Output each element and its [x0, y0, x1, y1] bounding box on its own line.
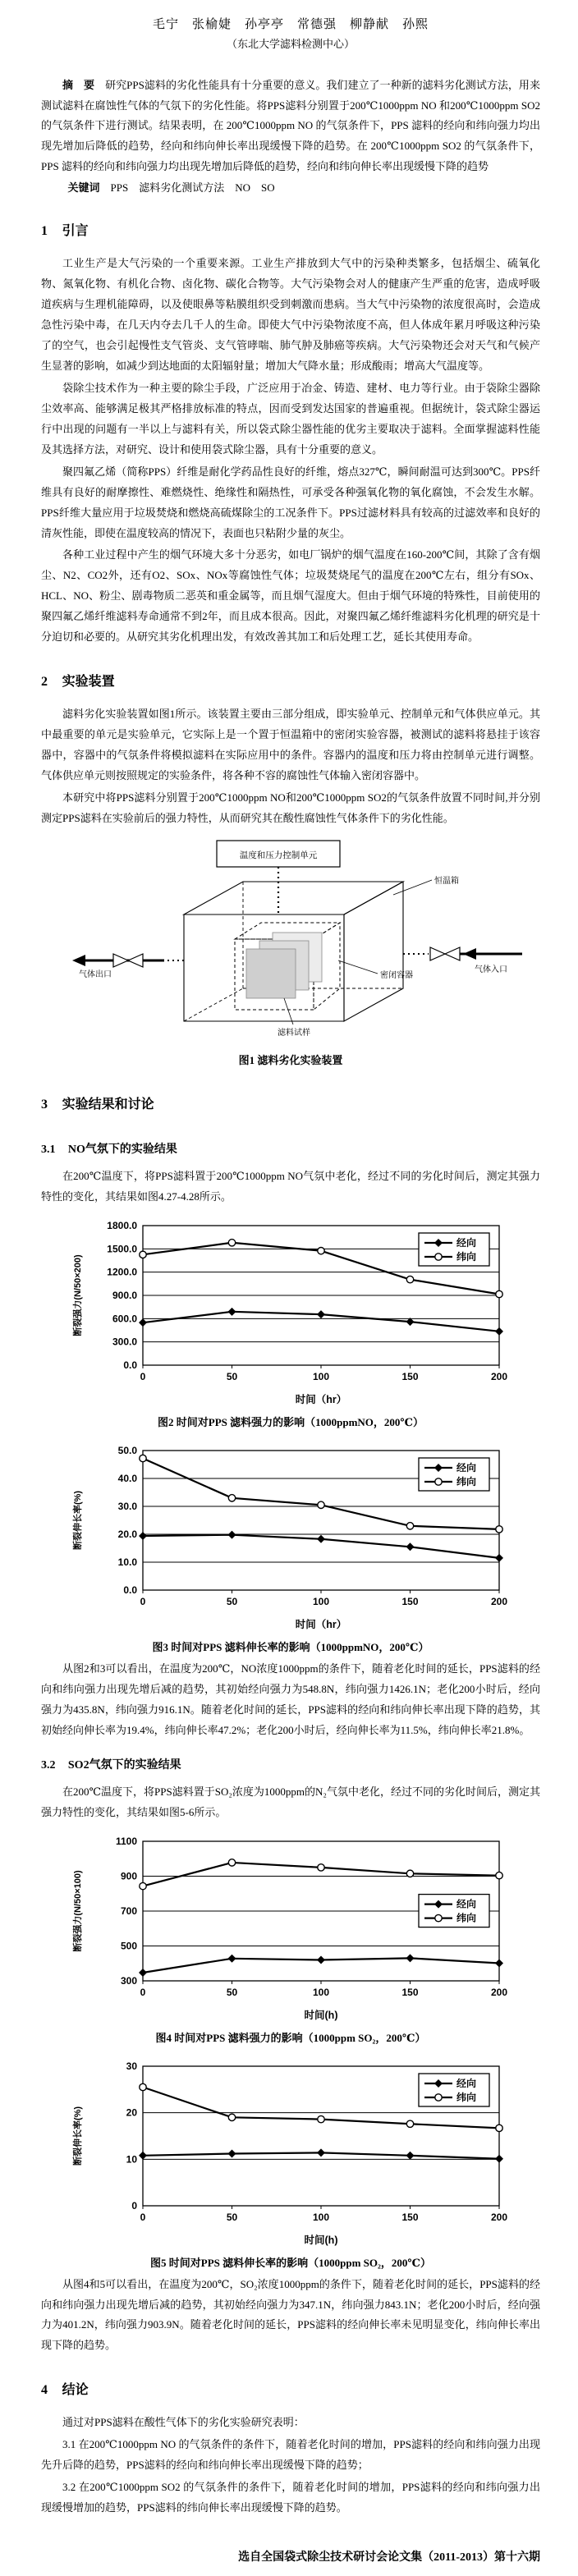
svg-text:纬向: 纬向	[456, 1250, 477, 1263]
control-unit-label: 温度和压力控制单元	[239, 850, 318, 860]
abstract-text: 研究PPS滤料的劣化性能具有十分重要的意义。我们建立了一种新的滤料劣化测试方法，用来测试滤料在腐蚀性气体的气氛下的劣化性能。将PPS滤料分别置于200℃1000ppm NO 和200℃1000ppm SO2 的气氛条件下进行测试。结果表明，在 200℃1000ppm NO 的气氛条件下，PPS 滤料的经向和纬向强力均出现先增加后降低的趋势，经向和纬向伸长率出现缓慢下降的趋势。在 200℃1000ppm SO2 的气氛条件下，PPS 滤料的经向和纬向强力均出现先增加后降低的趋势，经向和纬向伸长率出现缓慢下降的趋势	[41, 79, 540, 172]
authors-line: 毛宁 张榆婕 孙亭亭 常德强 柳静献 孙熙	[152, 18, 429, 31]
section-4-paragraph-1: 通过对PPS滤料在酸性气体下的劣化实验研究表明：	[62, 2416, 305, 2429]
svg-text:断裂强力(N/50×200): 断裂强力(N/50×200)	[73, 1254, 83, 1336]
inlet-arrowhead	[463, 948, 476, 960]
figure2	[41, 1217, 540, 1429]
svg-text:0.0: 0.0	[123, 1584, 137, 1596]
oven-hidden-edge-1	[184, 988, 243, 1021]
sample-pointer	[284, 998, 293, 1024]
section-31-heading	[41, 1140, 540, 1157]
svg-text:150: 150	[401, 1370, 419, 1382]
section-1-paragraph-2: 袋除尘技术作为一种主要的除尘手段，广泛应用于冶金、铸造、建材、电力等行业。由于袋除尘器除尘效率高、能够满足极其严格排放标准的特点，因而受到发达国家的普遍重视。但据统计，袋式除尘器运行中出现的问题有一半以上与滤料有关，所以袋式除尘器性能的优劣主要取决于滤料。全面掌握滤料性能及其选择方法，对研究、设计和使用袋式除尘器，具有十分重要的意义。	[41, 381, 540, 456]
vessel-label: 密闭容器	[380, 970, 413, 980]
svg-text:200: 200	[490, 1370, 508, 1382]
figure5	[41, 2058, 540, 2270]
section-31-title: NO气氛下的实验结果	[67, 1143, 177, 1156]
svg-text:700: 700	[120, 1904, 137, 1917]
svg-text:50: 50	[226, 2211, 238, 2223]
section-4-number: 4	[41, 2383, 48, 2398]
svg-text:10: 10	[126, 2152, 137, 2165]
section-3-heading	[41, 1093, 540, 1112]
svg-text:0: 0	[131, 2199, 137, 2212]
svg-text:150: 150	[401, 2211, 419, 2223]
svg-text:0: 0	[140, 1370, 146, 1382]
section-2-paragraph-2: 本研究中将PPS滤料分别置于200℃1000ppm NO和200℃1000ppm SO2的气氛条件放置不同时间,并分别测定PPS滤料在实验前后的强力特性，从而研究其在酸性腐蚀性气体条件下的劣化性能。	[41, 791, 540, 824]
svg-text:断裂伸长率(%): 断裂伸长率(%)	[73, 2106, 83, 2166]
svg-text:断裂强力(N/50×100): 断裂强力(N/50×100)	[73, 1869, 83, 1952]
oven-pointer	[393, 880, 432, 895]
svg-text:100: 100	[312, 2211, 330, 2223]
figure2-chart	[69, 1217, 512, 1408]
figure1	[41, 839, 540, 1067]
section-31-paragraph-2: 从图2和3可以看出，在温度为200℃，NO浓度1000ppm的条件下，随着老化时间的延长，PPS滤料的经向和纬向强力出现先增后减的趋势，其初始经向强力为548.8N，纬向强力1426.1N；老化200小时后，经向强力为435.8N，纬向强力916.1N。随着老化时间的延长，PPS滤料的经向和纬向伸长率出现下降的趋势，其初始经向伸长率为19.4%，纬向伸长率47.2%；老化200小时后，经向伸长率为11.5%，纬向伸长率21.8%。	[41, 1662, 540, 1736]
svg-text:时间(h): 时间(h)	[304, 2009, 338, 2021]
svg-text:200: 200	[490, 2211, 508, 2223]
svg-text:900: 900	[120, 1870, 137, 1882]
svg-text:900.0: 900.0	[112, 1289, 137, 1301]
section-32-heading	[41, 1756, 540, 1772]
keywords-line	[41, 178, 540, 199]
figure5-chart	[69, 2058, 512, 2248]
keywords-text: PPS 滤料劣化测试方法 NO SO	[110, 181, 275, 195]
svg-text:纬向: 纬向	[456, 1475, 477, 1487]
oven-top-face	[184, 882, 403, 914]
svg-text:时间(h): 时间(h)	[304, 2234, 338, 2246]
svg-text:100: 100	[312, 1986, 330, 1998]
section-4-paragraph-3: 3.2 在200℃1000ppm SO2 的气氛条件的条件下，随着老化时间的增加，PPS滤料的经向和纬向强力出现缓慢增加的趋势，PPS滤料的纬向伸长率出现缓慢下降的趋势。	[41, 2481, 540, 2514]
section-2-title: 实验装置	[62, 675, 115, 690]
section-1-paragraph-4: 各种工业过程中产生的烟气环境大多十分恶劣，如电厂锅炉的烟气温度在160-200℃间，其除了含有烟尘、N2、CO2外，还有O2、SOx、NOx等腐蚀性气体；垃圾焚烧尾气的温度在200℃左右，组分有SOx、HCL、NO、粉尘、剧毒物质二恶英和重金属等，而且烟气湿度大。但由于烟气环境的特殊性，目前使用的聚四氟乙烯纤维滤料寿命通常不到2年，而且成本很高。因此，对聚四氟乙烯纤维滤料劣化机理的研究是十分迫切和必要的。从研究其劣化机理出发，有效改善其加工和后处理工艺，延长其使用寿命。	[41, 548, 540, 644]
svg-text:断裂伸长率(%): 断裂伸长率(%)	[73, 1490, 83, 1550]
affiliation: （东北大学滤料检测中心）	[226, 38, 355, 50]
svg-text:经向: 经向	[456, 1236, 477, 1249]
section-3-title: 实验结果和讨论	[62, 1097, 154, 1112]
section-4-title: 结论	[62, 2383, 89, 2398]
svg-text:50: 50	[226, 1595, 238, 1607]
source-footer: 选自全国袋式除尘技术研讨会论文集（2011-2013）第十六期	[238, 2551, 540, 2565]
section-1-title: 引言	[62, 224, 89, 239]
svg-text:0.0: 0.0	[123, 1359, 137, 1371]
svg-text:1200.0: 1200.0	[107, 1266, 137, 1278]
inlet-label: 气体入口	[475, 965, 507, 974]
section-1-heading	[41, 220, 540, 239]
figure2-caption: 图2 时间对PPS 滤料强力的影响（1000ppmNO，200℃）	[158, 1415, 424, 1428]
svg-text:经向: 经向	[456, 2077, 477, 2089]
outlet-valve-icon	[113, 954, 143, 967]
abstract-label: 摘 要	[62, 79, 95, 91]
svg-text:20: 20	[126, 2106, 137, 2119]
svg-text:1100: 1100	[115, 1835, 137, 1847]
section-1-number: 1	[41, 224, 48, 239]
svg-text:100: 100	[312, 1595, 330, 1607]
section-32-title: SO2气氛下的实验结果	[67, 1758, 181, 1772]
figure5-caption: 图5 时间对PPS 滤料伸长率的影响（1000ppm SO₂，200℃）	[150, 2256, 431, 2269]
svg-text:纬向: 纬向	[456, 1912, 477, 1924]
svg-text:1500.0: 1500.0	[107, 1243, 137, 1255]
svg-text:500: 500	[120, 1940, 137, 1952]
figure4	[41, 1833, 540, 2045]
svg-text:20.0: 20.0	[117, 1528, 137, 1540]
figure4-caption: 图4 时间对PPS 滤料强力的影响（1000ppm SO₂，200℃）	[155, 2031, 426, 2044]
section-32-paragraph-2: 从图4和5可以看出，在温度为200℃，SO₂浓度1000ppm的条件下，随着老化时间的延长，PPS滤料的经向和纬向强力出现先增后减的趋势，其初始经向强力为347.1N，纬向强力843.1N；老化200小时后，经向强力为401.2N，纬向强力903.9N。随着老化时间的延长，PPS滤料的经向伸长率未见明显变化，纬向伸长率出现下降的趋势。	[41, 2277, 540, 2352]
svg-text:40.0: 40.0	[117, 1472, 137, 1484]
svg-text:0: 0	[140, 2211, 146, 2223]
figure3-chart	[69, 1442, 512, 1633]
inlet-valve-icon	[430, 947, 460, 960]
svg-text:150: 150	[401, 1986, 419, 1998]
svg-text:0: 0	[140, 1595, 146, 1607]
svg-text:150: 150	[401, 1595, 419, 1607]
section-4-heading	[41, 2379, 540, 2398]
oven-right-face	[344, 882, 403, 1021]
svg-text:50: 50	[226, 1986, 238, 1998]
section-32-number: 3.2	[41, 1758, 56, 1772]
svg-text:时间（hr）: 时间（hr）	[295, 1618, 347, 1630]
figure3	[41, 1442, 540, 1654]
section-2-paragraph-1: 滤料劣化实验装置如图1所示。该装置主要由三部分组成，即实验单元、控制单元和气体供应单元。其中最重要的单元是实验单元，它实际上是一个置于恒温箱中的密闭实验容器，被测试的滤料将悬挂于该容器中，容器中的气氛条件将模拟滤料在实际应用中的条件。容器内的温度和压力将由控制单元进行调整。气体供应单元则按照规定的实验条件，将各种不容的腐蚀性气体输入密闭容器中。	[41, 708, 540, 782]
section-1-paragraph-1: 工业生产是大气污染的一个重要来源。工业生产排放到大气中的污染种类繁多，包括烟尘、硫氧化物、氮氧化物、有机化合物、卤化物、碳化合物等。大气污染物会对人的健康产生严重的危害，造成呼吸道疾病与生理机能障碍，以及使眼鼻等粘膜组织受到刺激而患病。当大气中污染物的浓度很高时，会造成急性污染中毒，在几天内夺去几千人的生命。即使大气中污染物浓度不高，但人体成年累月呼吸这种污染了的空气，也会引起慢性支气管炎、支气管哮喘、肺气肿及肺癌等疾病。大气污染物还会对天气和气候产生显著的影响，如减少到达地面的太阳辐射量；增加大气降水量；形成酸雨；增高大气温度等。	[41, 257, 540, 372]
svg-text:200: 200	[490, 1986, 508, 1998]
svg-text:300.0: 300.0	[112, 1336, 137, 1348]
figure3-caption: 图3 时间对PPS 滤料伸长率的影响（1000ppmNO，200℃）	[152, 1640, 429, 1653]
section-2-number: 2	[41, 675, 48, 690]
svg-text:300: 300	[120, 1974, 137, 1987]
section-3-number: 3	[41, 1097, 48, 1112]
abstract-paragraph	[41, 76, 540, 176]
section-31-number: 3.1	[41, 1143, 56, 1156]
svg-text:30: 30	[126, 2060, 137, 2072]
svg-text:时间（hr）: 时间（hr）	[295, 1393, 347, 1405]
outlet-arrowhead	[72, 955, 85, 966]
svg-text:10.0: 10.0	[117, 1556, 137, 1568]
section-32-paragraph-1: 在200℃温度下，将PPS滤料置于SO₂浓度为1000ppm的N₂气氛中老化，经过不同的劣化时间后，测定其强力特性的变化，其结果如图5-6所示。	[41, 1785, 540, 1818]
svg-text:经向: 经向	[456, 1461, 477, 1474]
figure4-chart	[69, 1833, 512, 2024]
figure1-caption: 图1 滤料劣化实验装置	[238, 1053, 343, 1066]
svg-text:0: 0	[140, 1986, 146, 1998]
svg-text:50: 50	[226, 1370, 238, 1382]
section-31-paragraph-1: 在200℃温度下，将PPS滤料置于200℃1000ppm NO气氛中老化，经过不同的劣化时间后，测定其强力特性的变化，其结果如图4.27-4.28所示。	[41, 1169, 540, 1203]
svg-text:50.0: 50.0	[117, 1444, 137, 1456]
figure1-diagram	[53, 839, 529, 1046]
section-1-paragraph-3: 聚四氟乙烯（简称PPS）纤维是耐化学药品性良好的纤维，熔点327℃，瞬间耐温可达到300℃。PPS纤维具有良好的耐摩擦性、难燃烧性、绝缘性和隔热性，可承受各种强氧化物的氧化腐蚀，不会发生水解。PPS纤维大量应用于垃圾焚烧和燃烧高硫煤除尘的工况条件下。PPS过滤材料具有较高的过滤效率和良好的清灰性能，即使在温度较高的情况下，表面也只粘附少量的灰尘。	[41, 465, 540, 539]
filter-sample-1	[246, 949, 296, 998]
sample-label: 滤料试样	[278, 1028, 310, 1038]
svg-text:经向: 经向	[456, 1898, 477, 1910]
svg-text:600.0: 600.0	[112, 1313, 137, 1325]
oven-label: 恒温箱	[434, 876, 459, 886]
svg-text:30.0: 30.0	[117, 1500, 137, 1512]
section-4-paragraph-2: 3.1 在200℃1000ppm NO 的气氛条件的条件下，随着老化时间的增加，PPS滤料的经向和纬向强力出现先升后降的趋势，PPS滤料的经向和纬向伸长率出现缓慢下降的趋势；	[41, 2438, 540, 2472]
svg-text:200: 200	[490, 1595, 508, 1607]
section-2-heading	[41, 671, 540, 690]
outlet-label: 气体出口	[79, 969, 112, 979]
svg-text:纬向: 纬向	[456, 2091, 477, 2103]
keywords-label: 关键词	[67, 181, 100, 195]
svg-text:100: 100	[312, 1370, 330, 1382]
svg-text:1800.0: 1800.0	[107, 1219, 137, 1231]
